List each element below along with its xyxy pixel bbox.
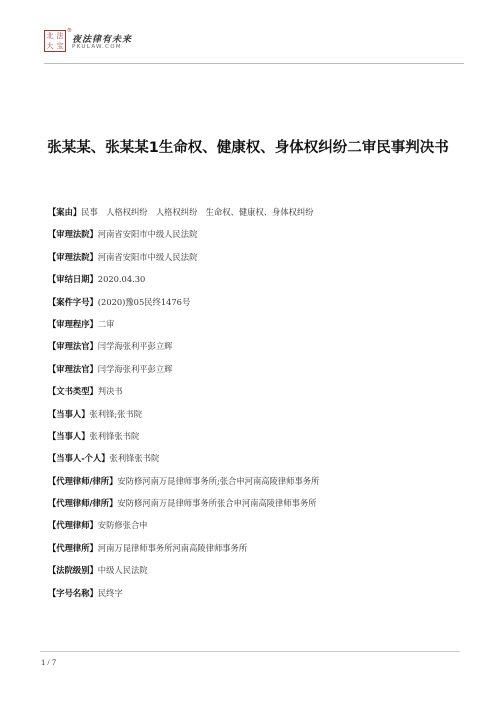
field-label: 【代理律所】 [48,542,98,553]
metadata-row [48,246,468,268]
field-label: 【当事人-个人】 [48,453,110,464]
metadata-row [48,313,468,335]
field-value: 河南万昆律师事务所河南高陵律师事务所 [97,542,248,553]
field-value: 安防修张合申 [97,520,148,531]
metadata-row [48,291,468,313]
field-value: 闫学海张利平彭立辉 [97,363,173,374]
field-value: 河南省安阳市中级人民法院 [97,251,198,262]
field-label: 【当事人】 [48,408,90,419]
field-label: 【当事人】 [48,430,90,441]
field-value: (2020)豫05民终1476号 [97,296,191,307]
field-label: 【文书类型】 [48,386,98,397]
document-title: 张某某、张某某1生命权、健康权、身体权纠纷二审民事判决书 [47,140,449,156]
field-value: 民事 人格权纠纷 人格权纠纷 生命权、健康权、身体权纠纷 [81,207,314,217]
header-divider [44,63,464,64]
field-value: 河南省安阳市中级人民法院 [97,229,198,240]
metadata-row [48,335,468,357]
metadata-row [48,470,468,492]
field-value: 闫学海张利平彭立辉 [97,341,173,352]
logo-char: 大 [46,42,54,50]
field-value: 张利锋;张书院 [89,408,143,419]
metadata-row [48,268,468,290]
metadata-row [48,201,468,223]
metadata-row [48,514,468,536]
field-value: 张利锋张书院 [109,453,160,464]
metadata-row [48,425,468,447]
field-label: 【审结日期】 [48,274,98,285]
field-label: 【案由】 [48,207,82,217]
field-value: 民终字 [97,587,123,598]
brand-slogan: 夜法律有未来 [72,35,133,45]
field-label: 【审理程序】 [48,318,98,329]
page-number: 1 / 7 [41,657,57,667]
brand-url: PKULAW.COM [72,44,122,50]
field-value: 二审 [97,318,115,329]
field-value: 判决书 [97,386,123,397]
field-label: 【审理法官】 [48,341,98,352]
logo-char: 北 [46,32,54,40]
field-label: 【案件字号】 [48,296,98,307]
logo-char: 宝 [56,42,64,50]
field-label: 【法院级别】 [48,565,98,576]
metadata-row [48,537,468,559]
metadata-row [48,447,468,469]
field-value: 张利锋张书院 [89,430,140,441]
metadata-row [48,380,468,402]
field-value: 安防修河南万昆律师事务所张合申河南高陵律师事务所 [117,498,317,509]
field-label: 【代理律师/律所】 [48,498,118,509]
field-value: 中级人民法院 [97,565,148,576]
field-label: 【代理律师/律所】 [48,475,118,486]
field-label: 【审理法院】 [48,251,98,262]
field-label: 【审理法官】 [48,363,98,374]
footer-divider [40,651,460,652]
metadata-row [48,223,468,245]
registered-mark: ® [67,28,72,34]
case-metadata-list [48,201,468,604]
metadata-row [48,582,468,604]
field-label: 【审理法院】 [48,229,98,240]
metadata-row [48,403,468,425]
metadata-row [48,492,468,514]
field-value: 2020.04.30 [97,274,146,285]
field-label: 【代理律师】 [48,520,98,531]
pkulaw-logo [44,30,66,52]
logo-char: 法 [56,32,64,40]
field-value: 安防修河南万昆律师事务所;张合申河南高陵律师事务所 [117,475,320,486]
metadata-row [48,358,468,380]
metadata-row [48,559,468,581]
page-header [44,30,464,66]
field-label: 【字号名称】 [48,587,98,598]
